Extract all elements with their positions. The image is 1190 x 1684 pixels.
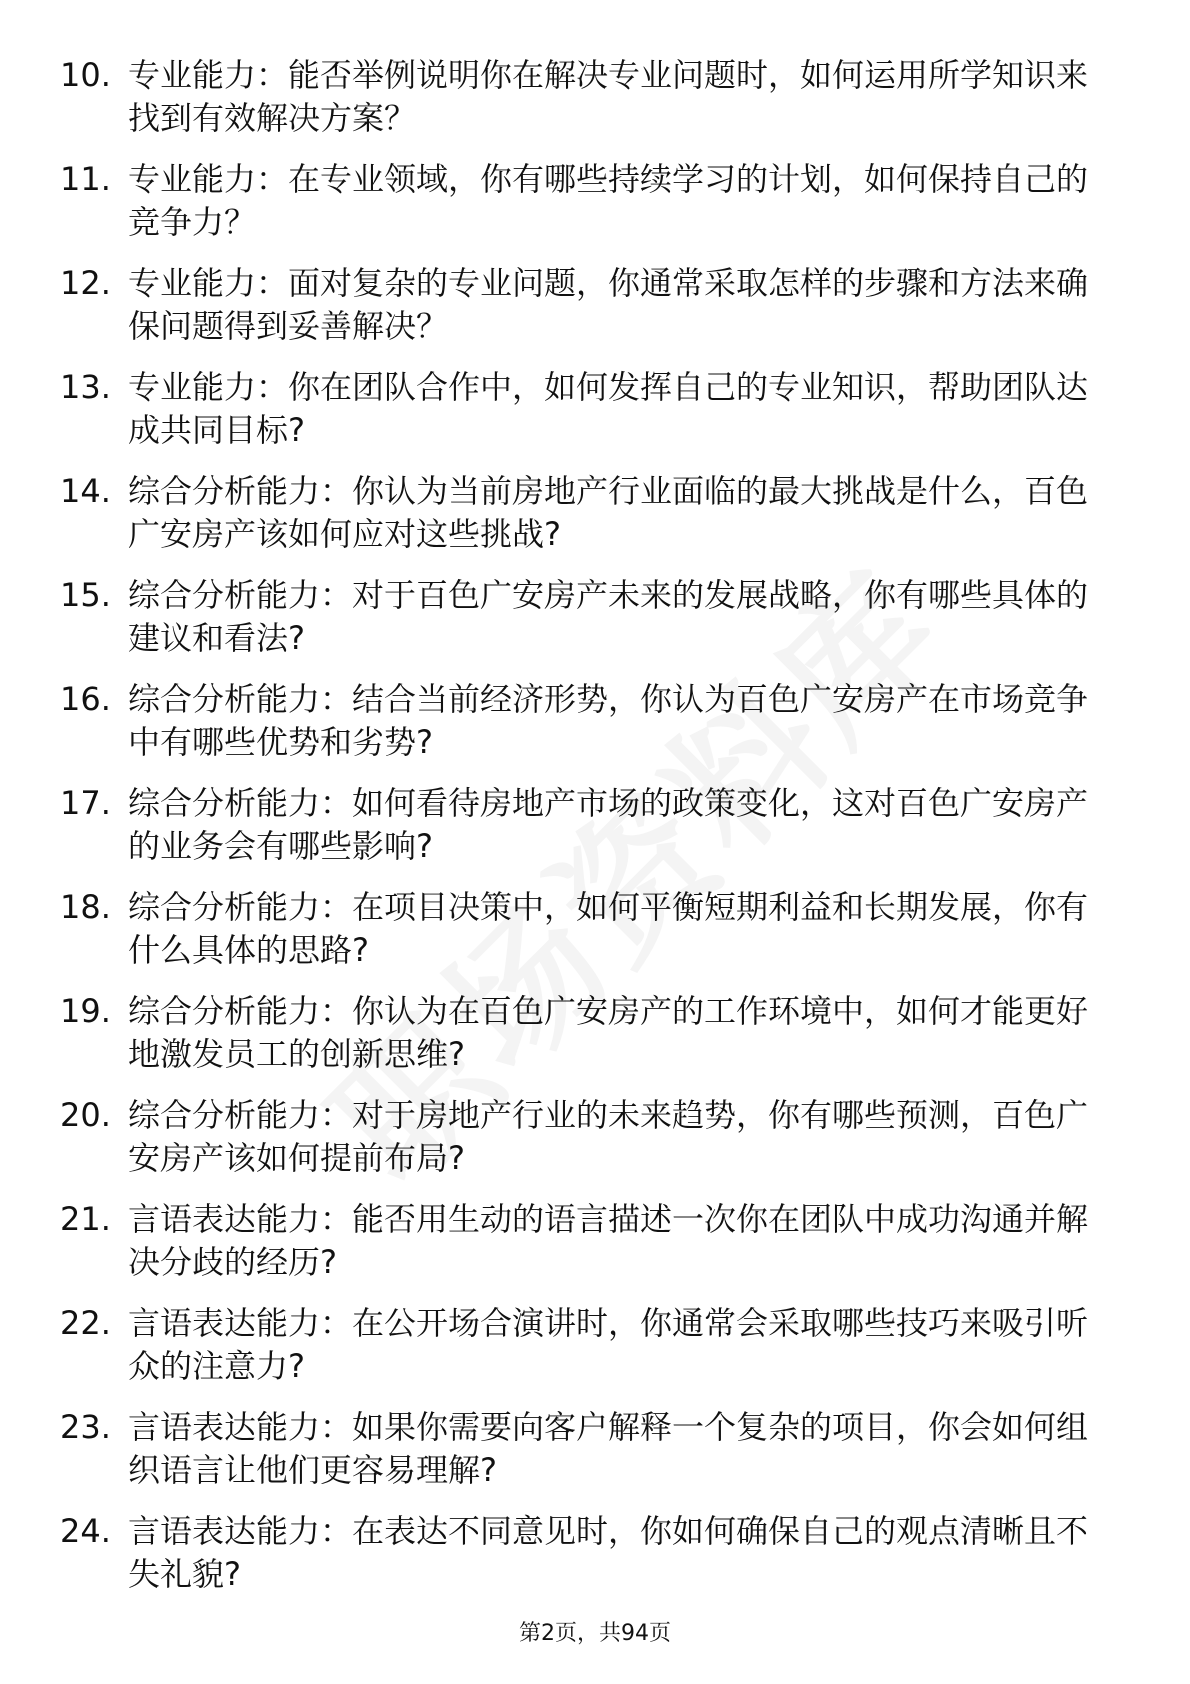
list-item (60, 1198, 1110, 1302)
question-text: 综合分析能力：对于房地产行业的未来趋势，你有哪些预测，百色广安房产该如何提前布局? (128, 1096, 1089, 1177)
question-number: 11. (60, 160, 111, 198)
question-number: 23. (60, 1408, 111, 1446)
list-item (60, 262, 1110, 366)
question-text: 综合分析能力：如何看待房地产市场的政策变化，这对百色广安房产的业务会有哪些影响? (128, 784, 1089, 865)
list-item (60, 470, 1110, 574)
question-text: 综合分析能力：对于百色广安房产未来的发展战略，你有哪些具体的建议和看法? (128, 576, 1089, 657)
question-number: 18. (60, 888, 111, 926)
question-text: 专业能力：在专业领域，你有哪些持续学习的计划，如何保持自己的竞争力？ (128, 160, 1089, 241)
page-footer: 第2页，共94页 (519, 1621, 671, 1646)
question-number: 19. (60, 992, 111, 1030)
question-number: 16. (60, 680, 111, 718)
question-text: 专业能力：面对复杂的专业问题，你通常采取怎样的步骤和方法来确保问题得到妥善解决？ (128, 264, 1089, 345)
question-number: 13. (60, 368, 111, 406)
list-item (60, 574, 1110, 678)
question-number: 21. (60, 1200, 111, 1238)
question-text: 专业能力：你在团队合作中，如何发挥自己的专业知识，帮助团队达成共同目标? (128, 368, 1089, 449)
list-item (60, 1302, 1110, 1406)
question-text: 综合分析能力：你认为在百色广安房产的工作环境中，如何才能更好地激发员工的创新思维? (128, 992, 1089, 1073)
list-item (60, 678, 1110, 782)
question-text: 综合分析能力：你认为当前房地产行业面临的最大挑战是什么，百色广安房产该如何应对这些挑战? (128, 472, 1089, 553)
question-text: 综合分析能力：结合当前经济形势，你认为百色广安房产在市场竞争中有哪些优势和劣势? (128, 680, 1089, 761)
list-item (60, 54, 1110, 158)
question-list (60, 54, 1110, 1614)
list-item (60, 1094, 1110, 1198)
list-item (60, 990, 1110, 1094)
question-number: 14. (60, 472, 111, 510)
question-number: 24. (60, 1512, 111, 1550)
list-item (60, 1406, 1110, 1510)
question-text: 言语表达能力：如果你需要向客户解释一个复杂的项目，你会如何组织语言让他们更容易理解? (128, 1408, 1089, 1489)
list-item (60, 886, 1110, 990)
question-number: 17. (60, 784, 111, 822)
question-text: 言语表达能力：能否用生动的语言描述一次你在团队中成功沟通并解决分歧的经历? (128, 1200, 1089, 1281)
question-number: 22. (60, 1304, 111, 1342)
question-number: 12. (60, 264, 111, 302)
list-item (60, 366, 1110, 470)
question-text: 言语表达能力：在公开场合演讲时，你通常会采取哪些技巧来吸引听众的注意力? (128, 1304, 1089, 1385)
list-item (60, 158, 1110, 262)
question-number: 15. (60, 576, 111, 614)
list-item (60, 782, 1110, 886)
question-text: 综合分析能力：在项目决策中，如何平衡短期利益和长期发展，你有什么具体的思路? (128, 888, 1089, 969)
question-text: 专业能力：能否举例说明你在解决专业问题时，如何运用所学知识来找到有效解决方案？ (128, 56, 1089, 137)
question-text: 言语表达能力：在表达不同意见时，你如何确保自己的观点清晰且不失礼貌? (128, 1512, 1089, 1593)
list-item (60, 1510, 1110, 1614)
question-number: 10. (60, 56, 111, 94)
question-number: 20. (60, 1096, 111, 1134)
